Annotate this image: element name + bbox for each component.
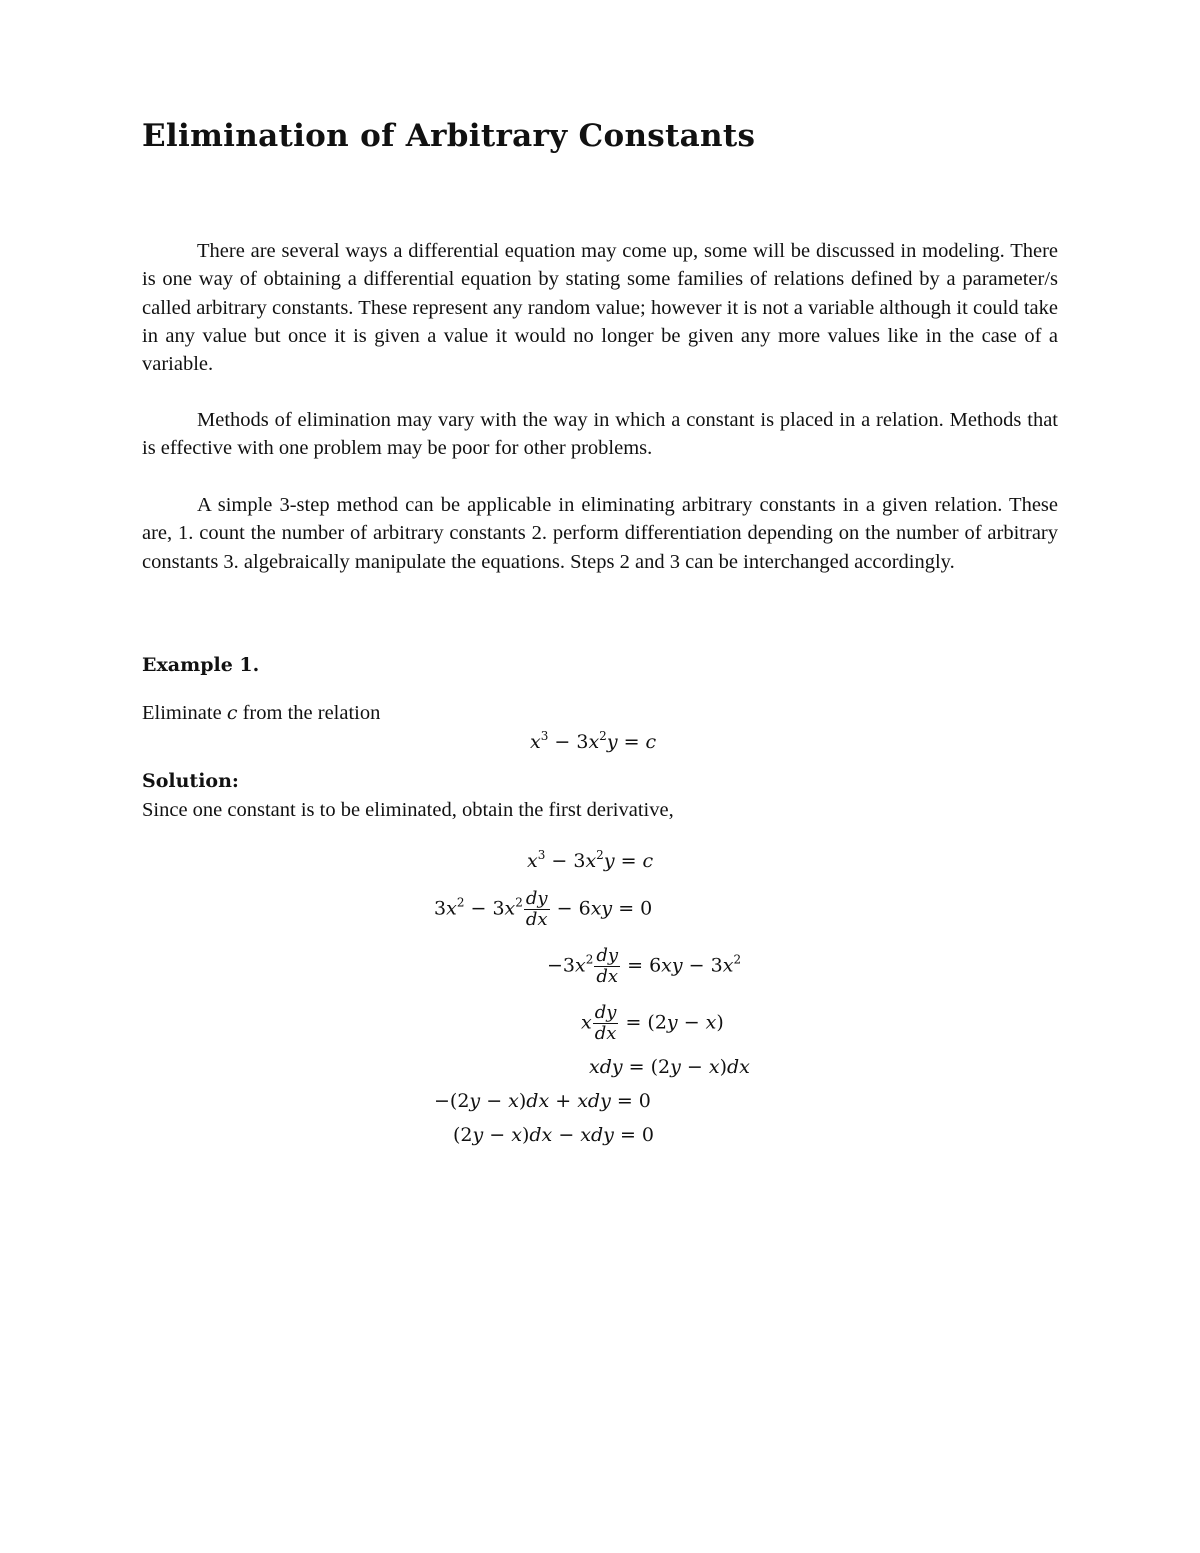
derivation-step-7: (2y − x)dx − xdy = 0 [453,1124,654,1146]
derivation-step-5: xdy = (2y − x)dx [589,1056,750,1078]
derivation-step-4: x $\frac{dy}{dx}$ = (2y − x) [581,1002,724,1044]
methods-paragraph: Methods of elimination may vary with the way in which a constant is placed in a relation. Methods that is effective with one problem may be poor for other problems. [142,409,1058,460]
solution-intro: Since one constant is to be eliminated, obtain the first derivative, [142,799,674,821]
example-prompt [142,702,380,725]
derivation-step-1: $x^3 - 3x^2y = c$ [527,848,654,872]
derivation-step-6: −(2y − x)dx + xdy = 0 [434,1090,651,1112]
derivation-step-2: $3x^2 - 3x^2$ $\frac{dy}{dx}$ − 6xy = 0 [434,888,653,930]
page-title: Elimination of Arbitrary Constants [142,118,756,154]
example-heading: Example 1. [142,654,260,676]
example-prompt-start: Eliminate [142,702,222,724]
derivative-fraction: $\frac{dy}{dx}$ [594,1002,617,1044]
three-step-paragraph: A simple 3-step method can be applicable in eliminating arbitrary constants in a given relation. These are, 1. count the number of arbitrary constants 2. perform differentiation depending on the number of arbitrary constants 3. algebraically manipulate the equations. Steps 2 and 3 can be interchanged accordingly. [142,494,1058,573]
intro-paragraph: There are several ways a differential equation may come up, some will be discussed in modeling. There is one way of obtaining a differential equation by stating some families of relations defined by a parameter/s called arbitrary constants. These represent any random value; however it is not a variable although it could take in any value but once it is given a value it would no longer be given any more values like in the case of a variable. [142,240,1058,376]
derivative-fraction: $\frac{dy}{dx}$ [525,888,548,930]
example-prompt-end: from the relation [242,702,381,724]
derivative-fraction: $\frac{dy}{dx}$ [596,945,619,987]
relation-equation: $x^3 - 3x^2y = c$ [530,729,657,753]
solution-heading: Solution: [142,770,239,792]
example-variable: c [226,702,238,724]
derivation-step-3: $-3x^2$ $\frac{dy}{dx}$ = $6xy - 3x^2$ [547,945,742,987]
